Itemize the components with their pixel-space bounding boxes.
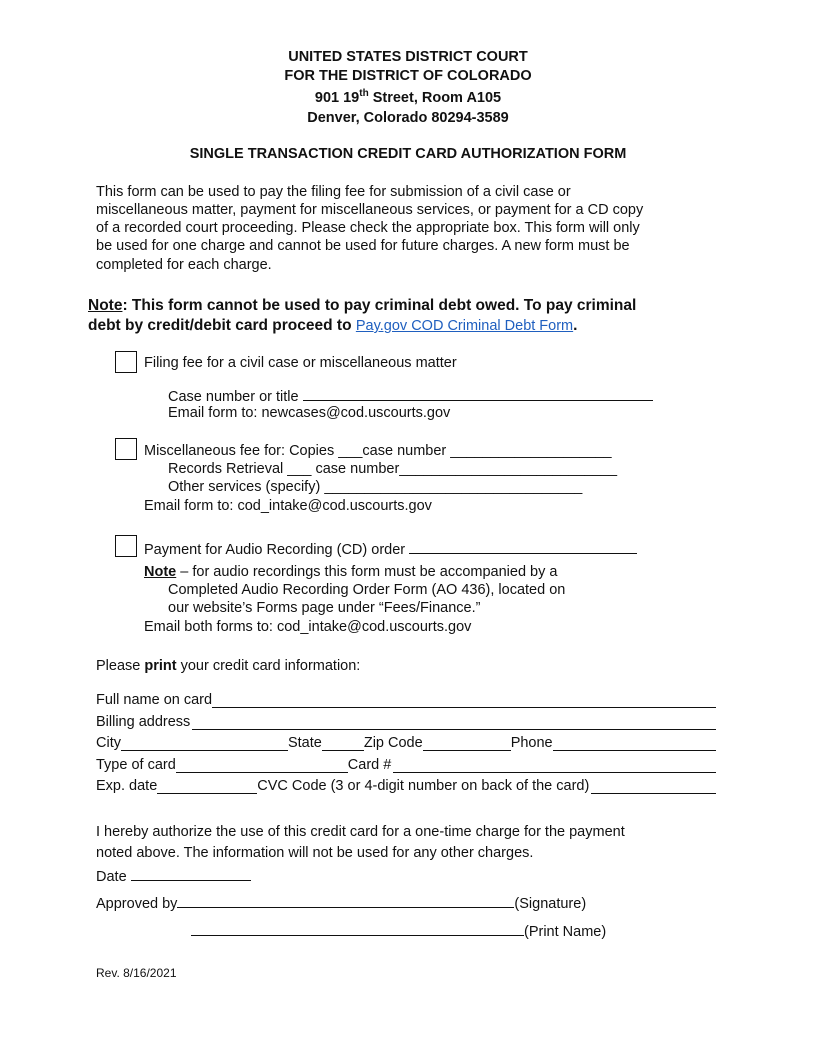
form-title: SINGLE TRANSACTION CREDIT CARD AUTHORIZATION FORM (189, 146, 627, 162)
card-intro-bold: print (144, 658, 177, 674)
street-rest: Street, Room A105 (368, 89, 502, 106)
note-line-1 (88, 297, 636, 315)
card-number-field[interactable] (393, 758, 716, 773)
option2-email: Email form to: cod_intake@cod.uscourts.gov (144, 498, 432, 514)
audio-order-field[interactable] (409, 539, 637, 554)
intro-line-1: This form can be used to pay the filing fee for submission of a civil case or (96, 184, 571, 200)
audio-order-label: Payment for Audio Recording (CD) order (144, 542, 410, 558)
criminal-debt-form-link[interactable]: Pay.gov COD Criminal Debt Form (355, 318, 574, 334)
zip-field[interactable] (423, 736, 511, 751)
intro-line-3: of a recorded court proceeding. Please check the appropriate box. This form will only (96, 220, 640, 236)
court-name: UNITED STATES DISTRICT COURT (288, 49, 528, 65)
case-number-field[interactable] (303, 386, 653, 401)
audio-note-line-1 (144, 563, 557, 581)
district-name: FOR THE DISTRICT OF COLORADO (284, 68, 532, 84)
phone-label: Phone (510, 735, 553, 751)
note-line-2 (88, 317, 577, 335)
street-number: 901 19 (314, 89, 360, 106)
card-type-label: Type of card (96, 757, 176, 773)
note-text-2: debt by credit/debit card proceed to (88, 317, 356, 334)
audio-note-text-1: – for audio recordings this form must be accompanied by a (176, 564, 558, 580)
records-retrieval-line: Records Retrieval ___ case number___________________________ (168, 461, 618, 477)
option3-email: Email both forms to: cod_intake@cod.uscourts.gov (144, 619, 472, 635)
other-services-line: Other services (specify) ________________________________ (168, 479, 583, 495)
card-info-instruction (96, 657, 360, 675)
billing-row (96, 714, 716, 730)
option1-email: Email form to: newcases@cod.uscourts.gov (168, 405, 451, 421)
date-label: Date (96, 869, 131, 885)
full-name-row (96, 692, 716, 708)
audio-order-row (144, 539, 637, 559)
note-label: Note (88, 297, 123, 314)
card-number-label: Card # (347, 757, 392, 773)
case-number-row (168, 386, 653, 406)
exp-field[interactable] (157, 779, 257, 794)
date-row (96, 866, 251, 886)
billing-field[interactable] (192, 715, 716, 730)
approved-label: Approved by (96, 896, 178, 912)
note-period: . (573, 317, 578, 334)
date-field[interactable] (131, 866, 251, 881)
note-text-1: : This form cannot be used to pay criminal debt owed. To pay criminal (122, 297, 637, 314)
address-details-row (96, 735, 716, 751)
phone-field[interactable] (553, 736, 716, 751)
cvc-label: CVC Code (3 or 4-digit number on back of the card) (257, 778, 590, 794)
audio-recording-checkbox[interactable] (115, 535, 137, 557)
cvc-field[interactable] (591, 779, 716, 794)
misc-fee-checkbox[interactable] (115, 438, 137, 460)
street-suffix: th (359, 88, 369, 99)
print-name-field[interactable] (191, 921, 524, 936)
state-label: State (287, 735, 322, 751)
misc-fee-label: Miscellaneous fee for: Copies ___case number ____________________ (144, 443, 612, 459)
card-type-row (96, 757, 716, 773)
full-name-label: Full name on card (96, 692, 213, 708)
authorize-line-1: I hereby authorize the use of this credit card for a one-time charge for the payment (96, 824, 625, 840)
intro-line-2: miscellaneous matter, payment for miscellaneous services, or payment for a CD copy (96, 202, 644, 218)
state-field[interactable] (322, 736, 364, 751)
exp-label: Exp. date (96, 778, 158, 794)
full-name-field[interactable] (212, 693, 716, 708)
audio-note-label: Note (144, 564, 177, 580)
filing-fee-label: Filing fee for a civil case or miscellaneous matter (144, 355, 457, 371)
city-field[interactable] (121, 736, 288, 751)
audio-note-line-3: our website’s Forms page under “Fees/Finance.” (168, 600, 481, 616)
card-intro-post: your credit card information: (176, 658, 361, 674)
intro-line-4: be used for one charge and cannot be used for future charges. A new form must be (96, 238, 630, 254)
authorize-line-2: noted above. The information will not be used for any other charges. (96, 845, 534, 861)
print-name-label: (Print Name) (524, 924, 607, 940)
card-type-field[interactable] (176, 758, 348, 773)
signature-field[interactable] (177, 893, 514, 908)
intro-line-5: completed for each charge. (96, 257, 272, 273)
billing-label: Billing address (96, 714, 191, 730)
exp-row (96, 778, 716, 794)
court-street-address (0, 88, 816, 106)
city-label: City (96, 735, 121, 751)
case-number-label: Case number or title (168, 389, 303, 405)
zip-label: Zip Code (363, 735, 423, 751)
filing-fee-checkbox[interactable] (115, 351, 137, 373)
audio-note-line-2: Completed Audio Recording Order Form (AO 436), located on (168, 582, 566, 598)
card-intro-pre: Please (96, 658, 145, 674)
revision-date: Rev. 8/16/2021 (96, 966, 177, 980)
print-name-row (191, 921, 606, 941)
signature-label: (Signature) (514, 896, 587, 912)
court-city: Denver, Colorado 80294-3589 (307, 110, 509, 126)
approved-row (96, 893, 586, 913)
